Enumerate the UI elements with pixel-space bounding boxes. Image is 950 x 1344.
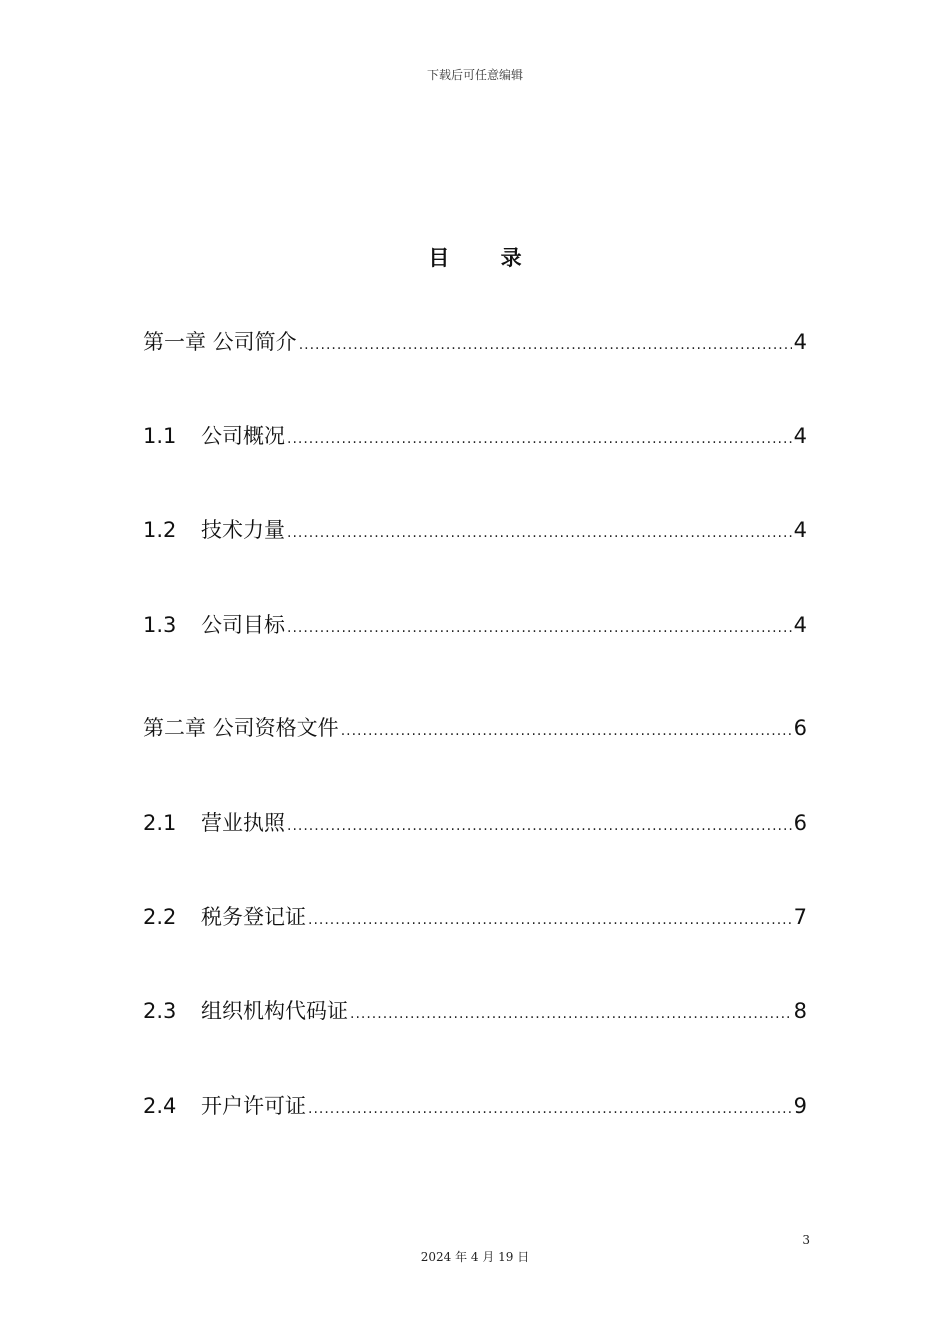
toc-entry-page: 9: [793, 1094, 807, 1118]
header-note: 下载后可任意编辑: [426, 68, 523, 82]
toc-entry-2-3[interactable]: [143, 995, 807, 1027]
toc-entry-text: 公司概况: [201, 424, 285, 448]
toc-entry-2-1[interactable]: [143, 807, 807, 839]
toc-entry-text: 税务登记证: [201, 905, 306, 929]
toc-entry-page: 4: [793, 518, 807, 542]
toc-entry-2-2[interactable]: [143, 901, 807, 933]
toc-entry-text: 第二章 公司资格文件: [143, 716, 339, 740]
toc-entry-number: 1.1: [143, 424, 177, 448]
toc-entry-text: 营业执照: [201, 811, 285, 835]
toc-leader-dots: [350, 998, 792, 1030]
toc-entry-page: 4: [793, 424, 807, 448]
toc-entry-page: 4: [793, 613, 807, 637]
toc-entry-1-3[interactable]: [143, 609, 807, 641]
toc-entry-1-2[interactable]: [143, 514, 807, 546]
toc-entry-number: 2.2: [143, 905, 177, 929]
toc-entry-page: 4: [793, 330, 807, 354]
toc-entry-text: 公司目标: [201, 613, 285, 637]
toc-entry-page: 8: [793, 999, 807, 1023]
toc-entry-1-1[interactable]: [143, 420, 807, 452]
toc-entry-text: 第一章 公司简介: [143, 330, 297, 354]
toc-leader-dots: [308, 1093, 792, 1125]
toc-leader-dots: [287, 810, 792, 842]
toc-entry-page: 6: [793, 811, 807, 835]
toc-entry-page: 6: [793, 716, 807, 740]
toc-entry-page: 7: [793, 905, 807, 929]
toc-leader-dots: [287, 423, 792, 455]
toc-entry-number: 1.3: [143, 613, 177, 637]
toc-leader-dots: [341, 715, 792, 747]
toc-entry-text: 技术力量: [201, 518, 285, 542]
toc-leader-dots: [287, 612, 792, 644]
toc-entry-number: 2.4: [143, 1094, 177, 1118]
toc-leader-dots: [287, 517, 792, 549]
toc-entry-chapter-1[interactable]: [143, 326, 807, 358]
toc-entry-text: 开户许可证: [201, 1094, 306, 1118]
toc-leader-dots: [299, 329, 792, 361]
toc-leader-dots: [308, 904, 792, 936]
toc-entry-number: 1.2: [143, 518, 177, 542]
toc-entry-number: 2.3: [143, 999, 177, 1023]
toc-title: 目 录: [428, 246, 544, 270]
footer-date: 2024 年 4 月 19 日: [420, 1250, 530, 1264]
toc-entry-number: 2.1: [143, 811, 177, 835]
page-number: 3: [802, 1233, 810, 1247]
toc-entry-chapter-2[interactable]: [143, 712, 807, 744]
toc-entry-text: 组织机构代码证: [201, 999, 348, 1023]
toc-entry-2-4[interactable]: [143, 1090, 807, 1122]
